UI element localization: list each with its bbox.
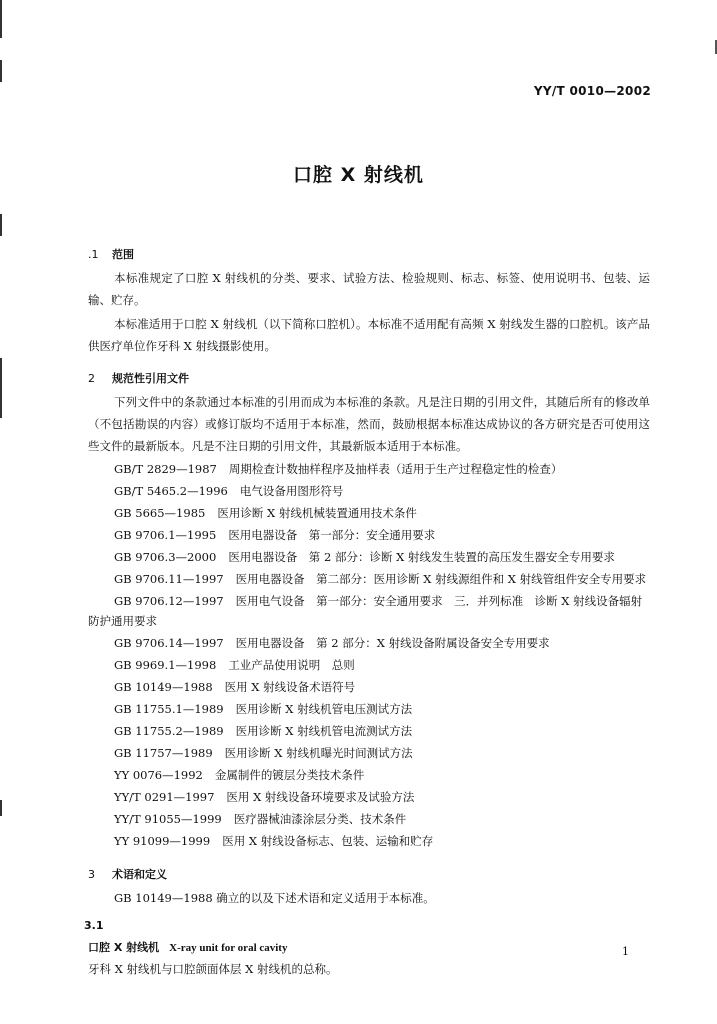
reference-item [88, 721, 650, 741]
term-english: X-ray unit for oral cavity [169, 942, 288, 954]
reference-item [88, 503, 650, 523]
paragraph: 本标准适用于口腔 X 射线机（以下简称口腔机）。本标准不适用配有高频 X 射线发生器的口腔机。该产品供医疗单位作牙科 X 射线摄影使用。 [88, 317, 650, 353]
paragraph: GB 10149—1988 确立的以及下述术语和定义适用于本标准。 [114, 891, 435, 905]
section-title: 规范性引用文件 [112, 372, 189, 385]
reference-code: GB 11755.2—1989 [114, 724, 224, 738]
reference-item [88, 481, 650, 501]
reference-code: YY 91099—1999 [114, 834, 211, 848]
reference-item [88, 831, 650, 851]
reference-title: 医用电器设备 第二部分：医用诊断 X 射线源组件和 X 射线管组件安全专用要求 [235, 572, 647, 586]
reference-code: GB 11757—1989 [114, 746, 213, 760]
scan-edge-mark [0, 0, 2, 38]
reference-title: 医用诊断 X 射线机管电压测试方法 [235, 702, 413, 716]
subsection-number: 3.1 [84, 919, 104, 932]
section-number: 2 [88, 372, 95, 385]
reference-item [88, 765, 650, 785]
reference-code: YY/T 0291—1997 [114, 790, 215, 804]
paragraph: 本标准规定了口腔 X 射线机的分类、要求、试验方法、检验规则、标志、标签、使用说明书、包装、运输、贮存。 [88, 271, 650, 307]
reference-title: 医用电器设备 第 2 部分：X 射线设备附属设备安全专用要求 [235, 636, 550, 650]
reference-title: 医用诊断 X 射线机械装置通用技术条件 [217, 506, 417, 520]
scan-edge-mark [0, 214, 2, 236]
reference-code: GB 9706.12—1997 [114, 594, 224, 608]
section-2-heading [88, 369, 650, 389]
reference-title: 医用 X 射线设备环境要求及试验方法 [226, 790, 415, 804]
reference-title: 医用 X 射线设备标志、包装、运输和贮存 [222, 834, 434, 848]
section-3-heading [88, 865, 650, 885]
reference-code: GB 11755.1—1989 [114, 702, 224, 716]
reference-code: GB/T 2829—1987 [114, 462, 217, 476]
reference-title: 工业产品使用说明 总则 [228, 658, 355, 672]
reference-item [88, 809, 650, 829]
section-title: 术语和定义 [112, 868, 167, 881]
reference-title: 金属制件的镀层分类技术条件 [214, 768, 365, 782]
reference-code: YY/T 91055—1999 [114, 812, 222, 826]
reference-item [88, 677, 650, 697]
reference-code: GB 10149—1988 [114, 680, 213, 694]
reference-code: GB 5665—1985 [114, 506, 206, 520]
reference-item [88, 591, 650, 631]
reference-title: 医用电器设备 第 2 部分：诊断 X 射线发生装置的高压发生器安全专用要求 [228, 550, 615, 564]
reference-item [88, 787, 650, 807]
reference-title: 电气设备用图形符号 [239, 484, 344, 498]
reference-code: GB 9706.3—2000 [114, 550, 217, 564]
reference-item [88, 633, 650, 653]
reference-code: GB 9706.11—1997 [114, 572, 224, 586]
reference-item [88, 459, 650, 479]
reference-code: YY 0076—1992 [114, 768, 203, 782]
reference-title: 医用 X 射线设备术语符号 [224, 680, 356, 694]
reference-item [88, 699, 650, 719]
reference-title: 周期检查计数抽样程序及抽样表（适用于生产过程稳定性的检查） [228, 462, 563, 476]
document-title: 口腔 X 射线机 [293, 164, 424, 186]
reference-title: 医用电器设备 第一部分：安全通用要求 [228, 528, 436, 542]
paragraph: 下列文件中的条款通过本标准的引用而成为本标准的条款。凡是注日期的引用文件，其随后所有的修改单（不包括勘误的内容）或修订版均不适用于本标准，然而，鼓励根据本标准达成协议的各方研究是否可使用这些文件的最新版本。凡是不注日期的引用文件，其最新版本适用于本标准。 [88, 395, 650, 453]
section-title: 范围 [112, 248, 134, 261]
reference-item [88, 743, 650, 763]
reference-item [88, 569, 650, 589]
reference-item [88, 547, 650, 567]
reference-title: 医疗器械油漆涂层分类、技术条件 [233, 812, 407, 826]
reference-title: 医用诊断 X 射线机曝光时间测试方法 [224, 746, 413, 760]
reference-code: GB 9706.1—1995 [114, 528, 217, 542]
reference-title: 医用诊断 X 射线机管电流测试方法 [235, 724, 413, 738]
scan-edge-mark [0, 358, 2, 418]
reference-code: GB 9969.1—1998 [114, 658, 217, 672]
term-entry [88, 937, 650, 959]
document-body [84, 231, 650, 979]
scan-edge-mark [0, 60, 2, 82]
reference-code: GB 9706.14—1997 [114, 636, 224, 650]
standard-number: YY/T 0010—2002 [533, 84, 651, 98]
page-number: 1 [622, 945, 629, 958]
reference-title: 医用电气设备 第一部分：安全通用要求 三．并列标准 诊断 X 射线设备辐射防护通用要求 [88, 594, 643, 628]
reference-item [88, 525, 650, 545]
reference-item [88, 655, 650, 675]
scan-edge-mark [0, 800, 2, 816]
reference-code: GB/T 5465.2—1996 [114, 484, 228, 498]
section-number: .1 [88, 248, 99, 261]
term-definition: 牙科 X 射线机与口腔颌面体层 X 射线机的总称。 [88, 962, 338, 976]
section-number: 3 [88, 868, 95, 881]
section-1-heading [88, 245, 650, 265]
term-chinese: 口腔 X 射线机 [88, 941, 160, 954]
